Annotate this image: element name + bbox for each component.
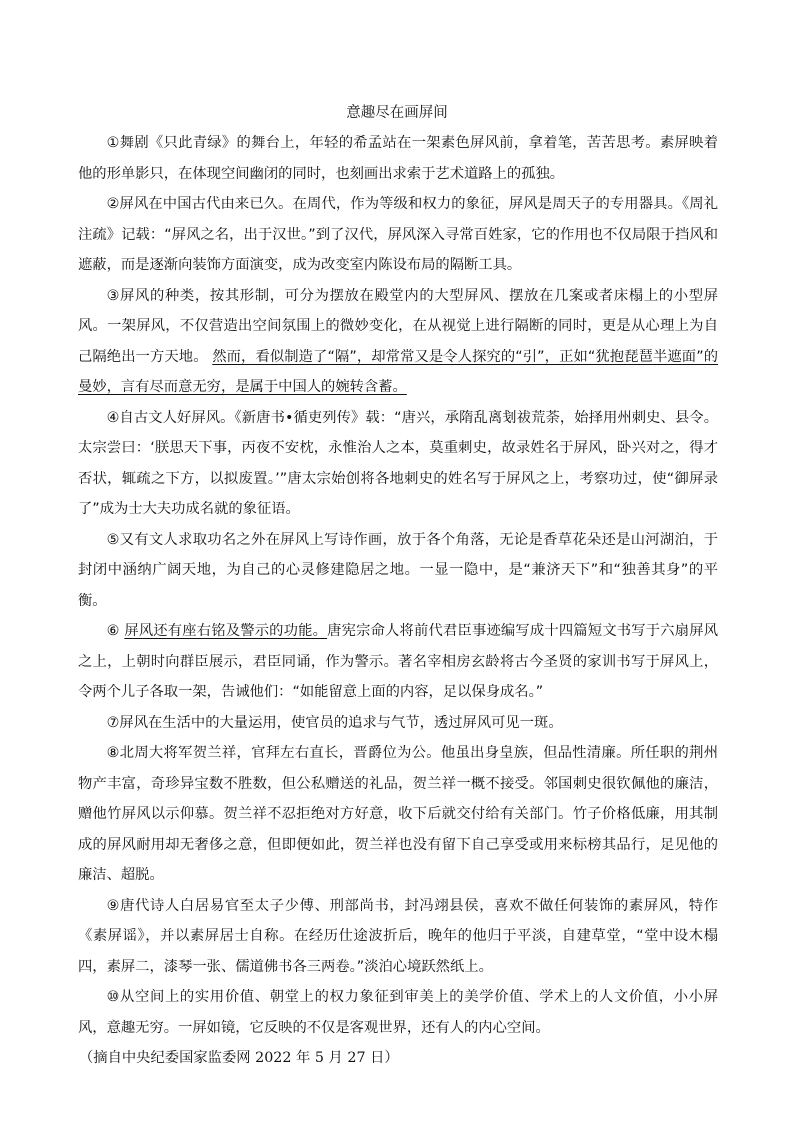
paragraph-8: ⑧北周大将军贺兰祥，官拜左右直长，晋爵位为公。他虽出身皇族，但品性清廉。所任职的荆州物产丰富，奇珍异宝数不胜数，但公私赠送的礼品，贺兰祥一概不接受。邻国刺史很钦佩他的廉洁，赠他竹屏风以示仰慕。贺兰祥不忍拒绝对方好意，收下后就交付给有关部门。竹子价格低廉，用其制成的屏风耐用却无奢侈之意，但即便如此，贺兰祥也没有留下自己享受或用来标榜其品行，足见他的廉洁、超脱。 bbox=[78, 745, 718, 883]
paragraph-7: ⑦屏风在生活中的大量运用，使官员的追求与气节，透过屏风可见一斑。 bbox=[106, 714, 563, 731]
paragraph-6-lead: ⑥ bbox=[106, 623, 125, 639]
paragraph-6 bbox=[78, 616, 718, 708]
paragraph-5: ⑤又有文人求取功名之外在屏风上写诗作画，放于各个角落，无论是香草花朵还是山河湖泊，于封闭中涵纳广阔天地，为自己的心灵修建隐居之地。一显一隐中，是“兼济天下”和“独善其身”的平衡。 bbox=[78, 531, 718, 609]
underlined-sentence: 屏风还有座右铭及警示的功能。 bbox=[124, 623, 328, 639]
paragraph-6-tail: 唐宪宗命人将前代君臣事迹编写成十四篇短文书写于六扇屏风之上，上朝时向群臣展示，君臣同诵，作为警示。著名宰相房玄龄将古今圣贤的家训书写于屏风上，令两个儿子各取一架，告诫他们：“如能留意上面的内容，足以保身成名。” bbox=[78, 623, 719, 700]
paragraph-1: ①舞剧《只此青绿》的舞台上，年轻的希孟站在一架素色屏风前，拿着笔，苦苦思考。素屏映着他的形单影只，在体现空间幽闭的同时，也刻画出求索于艺术道路上的孤独。 bbox=[78, 135, 718, 182]
paragraph-3-lead: ③屏风的种类，按其形制，可分为摆放在殿堂内的大型屏风、摆放在几案或者床榻上的小型屏风。一架屏风，不仅营造出空间氛围上的微妙变化，在从视觉上进行隔断的同时，更是从心理上为自己隔绝出一方天地。 bbox=[78, 287, 718, 365]
article-body bbox=[78, 128, 718, 1074]
paragraph-4: ④自古文人好屏风。《新唐书•循吏列传》载：“唐兴，承隋乱离刬祓荒荼，始择用州刺史、县令。太宗尝曰：‘朕思天下事，丙夜不安枕，永惟治人之本，莫重刺史，故录姓名于屏风，卧兴对之，得才否状，辄疏之下方，以拟废置。’”唐太宗始创将各地刺史的姓名写于屏风之上，考察功过，使“御屏录了”成为士大夫功成名就的象征语。 bbox=[78, 409, 718, 517]
source-citation: （摘自中央纪委国家监委网 2022 年 5 月 27 日） bbox=[79, 1050, 399, 1066]
underlined-sentence: 然而，看似制造了“隔”，却常常又是令人探究的“引”，正如“犹抱琵琶半遮面”的曼妙，言有尽而意无穷，是属于中国人的婉转含蓄。 bbox=[78, 348, 719, 395]
paragraph-2: ②屏风在中国古代由来已久。在周代，作为等级和权力的象征，屏风是周天子的专用器具。《周礼注疏》记载：“屏风之名，出于汉世。”到了汉代，屏风深入寻常百姓家，它的作用也不仅局限于挡风和遮蔽，而是逐渐向装饰方面演变，成为改变室内陈设布局的隔断工具。 bbox=[78, 196, 718, 273]
paragraph-10: ⑩从空间上的实用价值、朝堂上的权力象征到审美上的美学价值、学术上的人文价值，小小屏风，意趣无穷。一屏如镜，它反映的不仅是客观世界，还有人的内心空间。 bbox=[78, 989, 718, 1036]
paragraph-3 bbox=[78, 281, 718, 403]
article-title: 意趣尽在画屏间 bbox=[346, 105, 448, 121]
paragraph-9: ⑨唐代诗人白居易官至太子少傅、刑部尚书，封冯翊县侯，喜欢不做任何装饰的素屏风，特作《素屏谣》，并以素屏居士自称。在经历仕途波折后，晚年的他归于平淡，自建草堂，“堂中设木榻四，素屏二，漆琴一张、儒道佛书各三两卷。”淡泊心境跃然纸上。 bbox=[78, 897, 718, 975]
